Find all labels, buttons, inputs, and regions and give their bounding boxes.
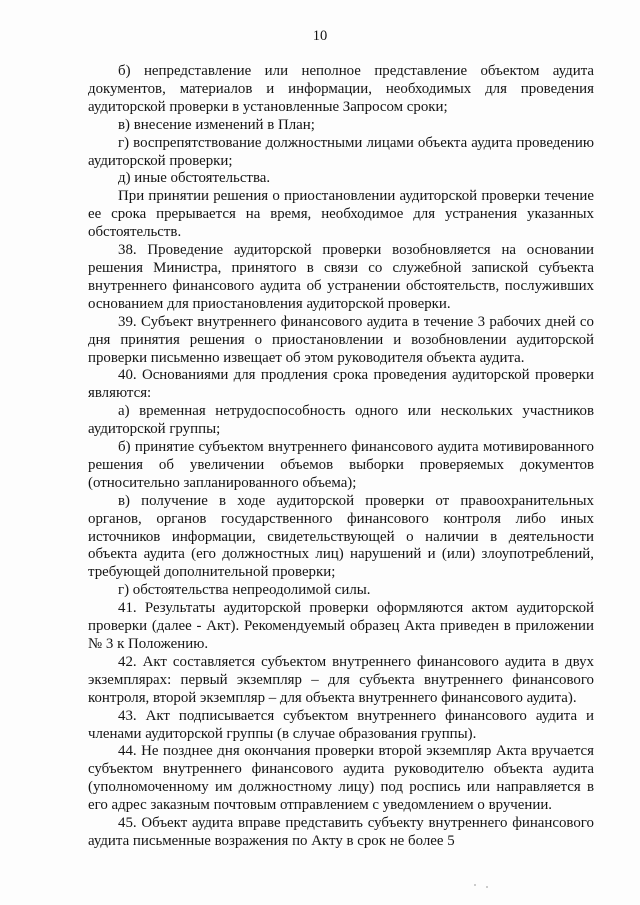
paragraph-d-other: д) иные обстоятельства. [118, 170, 271, 187]
paragraph-40-a: а) временная нетрудоспособность одного или нескольких участников аудиторской группы; [88, 403, 594, 438]
paragraph-40: 40. Основаниями для продления срока проведения аудиторской проверки являются: [88, 367, 594, 402]
paragraph-40-b: б) принятие субъектом внутреннего финансового аудита мотивированного решения об увеличении объемов выборки проверяемых документов (относительно запланированного объема); [88, 439, 594, 491]
paragraph-40-g: г) обстоятельства непреодолимой силы. [118, 582, 371, 599]
paragraph-40-v: в) получение в ходе аудиторской проверки от правоохранительных органов, органов государственного финансового контроля либо иных источников информации, свидетельствующей о наличии в деятельности объекта аудита (его должностных лиц) нарушений и (или) злоупотреблений, требующей дополнительной проверки; [88, 492, 594, 581]
paragraph-39: 39. Субъект внутреннего финансового аудита в течение 3 рабочих дней со дня принятия решения о приостановлении и возобновлении аудиторской проверки письменно извещает об этом руководителя объекта аудита. [88, 313, 594, 366]
paragraph-42: 42. Акт составляется субъектом внутреннего финансового аудита в двух экземплярах: первый экземпляр – для субъекта внутреннего финансового контроля, второй экземпляр – для объекта внутреннего финансового аудита). [88, 653, 594, 706]
paragraph-suspension-term: При принятии решения о приостановлении аудиторской проверки течение ее срока прерывается на время, необходимое для устранения указанных обстоятельств. [88, 188, 594, 241]
document-body [88, 63, 594, 851]
paragraph-v-plan-changes: в) внесение изменений в План; [118, 116, 315, 133]
paragraph-44: 44. Не позднее дня окончания проверки второй экземпляр Акта вручается субъектом внутреннего финансового аудита руководителю объекта аудита (уполномоченному им должностному лицу) под роспись или направляется в его адрес заказным почтовым отправлением с уведомлением о вручении. [88, 743, 594, 814]
paragraph-45: 45. Объект аудита вправе представить субъекту внутреннего финансового аудита письменные возражения по Акту в срок не более 5 [88, 815, 594, 849]
paragraph-41: 41. Результаты аудиторской проверки оформляются актом аудиторской проверки (далее - Акт). Рекомендуемый образец Акта приведен в приложении № 3 к Положению. [88, 600, 594, 652]
paragraph-43: 43. Акт подписывается субъектом внутреннего финансового аудита и членами аудиторской группы (в случае образования группы). [88, 707, 594, 742]
paragraph-b-nonsubmission: б) непредставление или неполное представление объектом аудита документов, материалов и информации, необходимых для проведения аудиторской проверки в установленные Запросом сроки; [88, 63, 594, 115]
paragraph-g-obstruction: г) воспрепятствование должностными лицами объекта аудита проведению аудиторской проверки; [88, 134, 594, 169]
paragraph-38: 38. Проведение аудиторской проверки возобновляется на основании решения Министра, принятого в связи со служебной запиской субъекта внутреннего финансового аудита об устранении обстоятельств, послуживших основанием для приостановления аудиторской проверки. [88, 242, 594, 312]
scan-speck [470, 882, 510, 890]
page-number: 10 [312, 28, 328, 44]
